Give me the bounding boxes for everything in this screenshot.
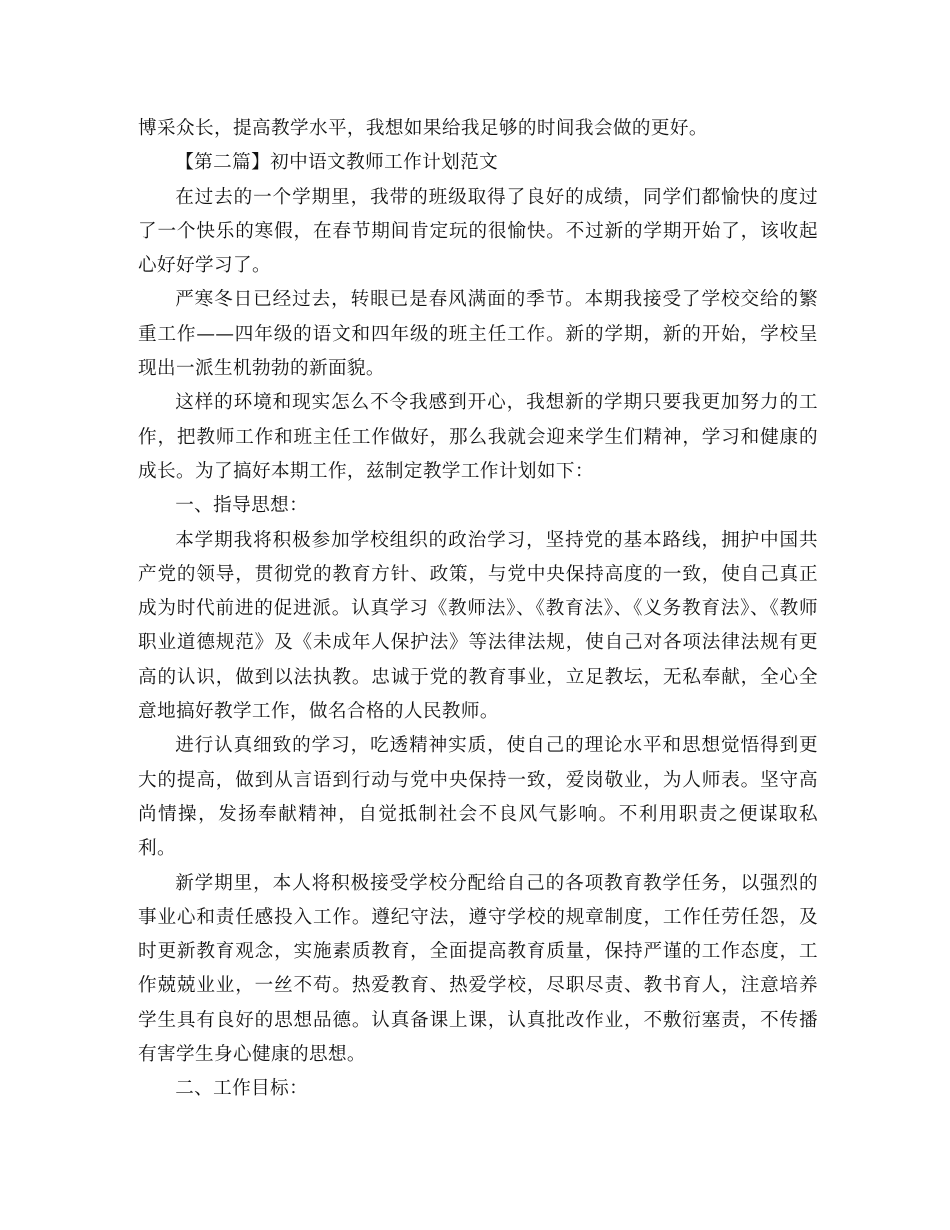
paragraph-season: 严寒冬日已经过去，转眼已是春风满面的季节。本期我接受了学校交给的繁重工作——四年级的语文和四年级的班主任工作。新的学期，新的开始，学校呈现出一派生机勃勃的新面貌。 xyxy=(138,289,818,380)
document-body xyxy=(138,112,818,1107)
paragraph-new-semester: 新学期里，本人将积极接受学校分配给自己的各项教育教学任务，以强烈的事业心和责任感投入工作。遵纪守法，遵守学校的规章制度，工作任劳任怨，及时更新教育观念，实施素质教育，全面提高教育质量，保持严谨的工作态度，工作兢兢业业，一丝不苟。热爱教育、热爱学校，尽职尽责、教书育人，注意培养学生具有良好的思想品德。认真备课上课，认真批改作业，不敷衍塞责，不传播有害学生身心健康的思想。 xyxy=(138,872,818,1066)
paragraph-intro: 在过去的一个学期里，我带的班级取得了良好的成绩，同学们都愉快的度过了一个快乐的寒假，在春节期间肯定玩的很愉快。不过新的学期开始了，该收起心好好学习了。 xyxy=(138,186,818,277)
heading-guiding-thought: 一、指导思想： xyxy=(175,495,309,517)
section-title: 【第二篇】初中语文教师工作计划范文 xyxy=(175,152,499,174)
paragraph-plan-intro: 这样的环境和现实怎么不令我感到开心，我想新的学期只要我更加努力的工作，把教师工作和班主任工作做好，那么我就会迎来学生们精神，学习和健康的成长。为了搞好本期工作，兹制定教学工作计划如下： xyxy=(138,392,818,482)
heading-work-goals: 二、工作目标： xyxy=(175,1078,309,1100)
paragraph-careful-study: 进行认真细致的学习，吃透精神实质，使自己的理论水平和思想觉悟得到更大的提高，做到从言语到行动与党中央保持一致，爱岗敬业，为人师表。坚守高尚情操，发扬奉献精神，自觉抵制社会不良风气影响。不利用职责之便谋取私利。 xyxy=(138,735,818,860)
paragraph-continuation: 博采众长，提高教学水平，我想如果给我足够的时间我会做的更好。 xyxy=(138,118,708,139)
paragraph-political-study: 本学期我将积极参加学校组织的政治学习，坚持党的基本路线，拥护中国共产党的领导，贯彻党的教育方针、政策，与党中央保持高度的一致，使自己真正成为时代前进的促进派。认真学习《教师法》、《教育法》、《义务教育法》、《教师职业道德规范》及《未成年人保护法》等法律法规，使自己对各项法律法规有更高的认识，做到以法执教。忠诚于党的教育事业，立足教坛，无私奉献，全心全意地搞好教学工作，做名合格的人民教师。 xyxy=(138,529,818,723)
